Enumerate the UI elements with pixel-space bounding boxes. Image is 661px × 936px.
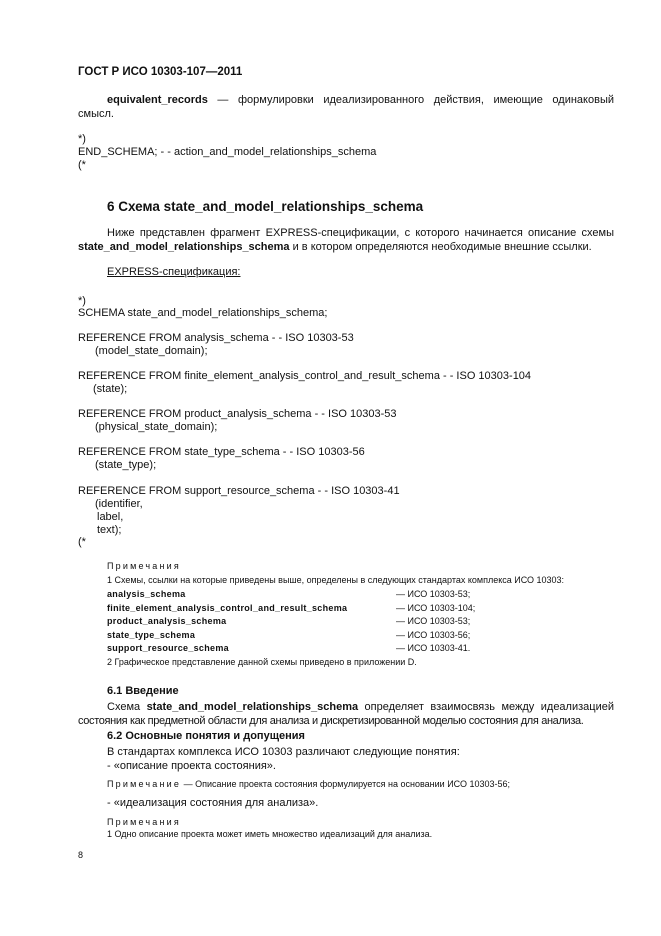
section-paragraph-line-2: state_and_model_relationships_schema и в котором определяются необходимые внешние ссылки.: [78, 241, 592, 253]
code-line: REFERENCE FROM analysis_schema - - ISO 10303-53: [78, 332, 354, 344]
list-item: state_type_schema — ИСО 10303-56;: [107, 629, 471, 640]
definition-term: equivalent_records: [107, 94, 208, 106]
code-line: (*: [78, 159, 86, 171]
code-line: REFERENCE FROM state_type_schema - - ISO 10303-56: [78, 446, 365, 458]
notes-label: Примечания: [107, 817, 181, 827]
section-paragraph-line-1: Ниже представлен фрагмент EXPRESS-спецификации, с которого начинается описание схемы: [107, 227, 614, 239]
code-line: *): [78, 295, 86, 307]
list-item: analysis_schema — ИСО 10303-53;: [107, 589, 471, 599]
list-item: support_resource_schema — ИСО 10303-41.: [107, 643, 471, 653]
code-line: text);: [97, 524, 122, 536]
code-line: (state);: [93, 383, 128, 395]
subsection-paragraph-line-2: состояния как предметной области для анализа и дискретизированной моделью состояния для анализа.: [78, 715, 584, 727]
subsection-title: 6.2 Основные понятия и допущения: [107, 730, 305, 742]
list-item: - «идеализация состояния для анализа».: [107, 797, 319, 809]
code-line: (*: [78, 536, 86, 548]
subsection-title: 6.1 Введение: [107, 685, 179, 697]
list-item: - «описание проекта состояния».: [107, 760, 276, 772]
code-line: *): [78, 133, 86, 145]
code-line: SCHEMA state_and_model_relationships_schema;: [78, 307, 328, 319]
list-item: finite_element_analysis_control_and_result_schema — ИСО 10303-104;: [107, 602, 476, 613]
section-title: 6 Схема state_and_model_relationships_schema: [107, 199, 424, 214]
code-line: label,: [97, 511, 124, 523]
schema-reference-list: [107, 588, 527, 656]
code-line: END_SCHEMA; - - action_and_model_relationships_schema: [78, 146, 377, 158]
code-line: (state_type);: [95, 459, 157, 471]
list-item: product_analysis_schema — ИСО 10303-53;: [107, 616, 471, 626]
express-label: EXPRESS-спецификация:: [107, 266, 241, 278]
note-1: 1 Схемы, ссылки на которые приведены выше, определены в следующих стандартах комплекса ИСО 10303:: [107, 575, 565, 585]
subsection-paragraph: В стандартах комплекса ИСО 10303 различают следующие понятия:: [107, 746, 460, 758]
note-1: 1 Одно описание проекта может иметь множество идеализаций для анализа.: [107, 829, 433, 839]
code-line: REFERENCE FROM product_analysis_schema - - ISO 10303-53: [78, 408, 397, 420]
note-2: 2 Графическое представление данной схемы приведено в приложении D.: [107, 657, 417, 667]
document-header: ГОСТ Р ИСО 10303-107—2011: [78, 66, 243, 78]
code-line: (identifier,: [95, 498, 143, 510]
subsection-paragraph-line-1: Схема state_and_model_relationships_schema определяет взаимосвязь между идеализацией: [107, 701, 614, 713]
notes-label: Примечания: [107, 561, 181, 571]
note: Примечание — Описание проекта состояния формулируется на основании ИСО 10303-56;: [107, 779, 511, 789]
definition-text: — формулировки идеализированного действия, имеющие одинаковый: [207, 94, 614, 106]
definition-line-2: смысл.: [78, 108, 114, 120]
code-line: REFERENCE FROM support_resource_schema - - ISO 10303-41: [78, 485, 400, 497]
page-number: 8: [78, 850, 84, 860]
code-line: (physical_state_domain);: [95, 421, 218, 433]
code-line: REFERENCE FROM finite_element_analysis_control_and_result_schema - - ISO 10303-104: [78, 370, 532, 382]
code-line: (model_state_domain);: [95, 345, 208, 357]
definition-line-1: [107, 94, 614, 107]
